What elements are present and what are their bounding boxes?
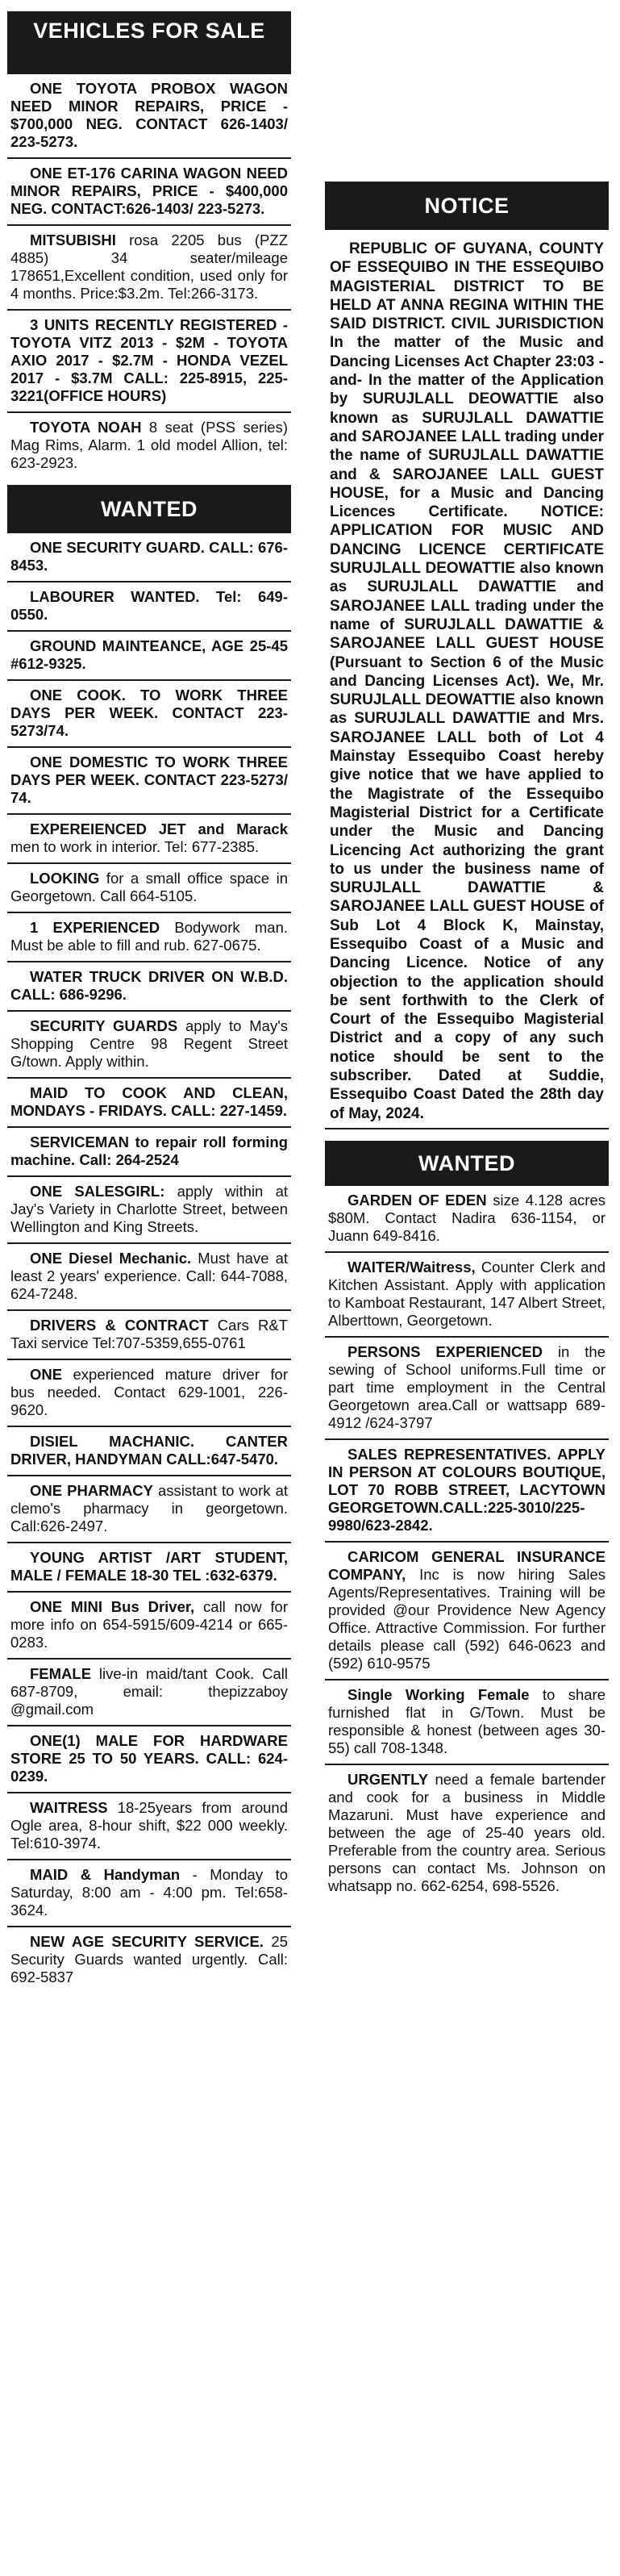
classified-ad bbox=[7, 1360, 291, 1427]
ad-body: ONE ET-176 CARINA WAGON NEED MINOR REPAIRS, PRICE - $400,000 NEG. CONTACT:626-1403/ 223-5273. bbox=[10, 165, 288, 217]
ad-body: Counter Clerk and Kitchen Assistant. Apply with application to Kamboat Restaurant, 147 Albert Street, Alberttown, Georgetown. bbox=[328, 1258, 605, 1329]
ad-title: SALES REPRESENTATIVES. APPLY IN PERSON AT COLOURS BOUTIQUE, LOT 70 ROBB STREET, LACYTOWN GEORGETOWN.CALL:225-3010/225-9980/623-2842. bbox=[328, 1445, 605, 1534]
ad-title: 1 EXPERIENCED bbox=[30, 919, 160, 936]
classified-ad bbox=[7, 815, 291, 864]
ad-title: GARDEN OF EDEN bbox=[347, 1191, 487, 1209]
classified-ad bbox=[325, 1680, 609, 1765]
classified-ad bbox=[7, 1593, 291, 1660]
ad-body: need a female bartender and cook for a business in Middle Mazaruni. Must have experience and between the age of 25-40 years old. Preferable from the country area. Serious persons can contact Ms. Johnson on whatsapp no. 662-6254, 698-5526. bbox=[328, 1770, 605, 1894]
ad-title: EXPEREIENCED JET and Marack bbox=[30, 820, 288, 837]
left-column bbox=[7, 11, 291, 1993]
classified-ad bbox=[7, 1660, 291, 1726]
wanted-header-left: WANTED bbox=[7, 485, 291, 533]
ad-title: GROUND MAINTEANCE, bbox=[30, 637, 206, 654]
classified-ad bbox=[7, 1177, 291, 1244]
ad-body: 18-25years from around Ogle area, 8-hour shift, $22 000 weekly. Tel:610-3974. bbox=[10, 1799, 288, 1852]
classified-ad bbox=[7, 864, 291, 913]
ad-title: ONE SALESGIRL: bbox=[30, 1183, 165, 1200]
vehicles-for-sale-header: VEHICLES FOR SALE bbox=[7, 11, 291, 74]
ad-body: Tel: 649-0550. bbox=[10, 588, 288, 623]
classified-ad bbox=[7, 1311, 291, 1360]
ad-title: LABOURER WANTED. bbox=[30, 588, 200, 605]
ad-body: size 4.128 acres $80M. Contact Nadira 636-1154, or Juann 649-8416. bbox=[328, 1191, 605, 1244]
ad-body: 25 Security Guards wanted urgently. Call: 692-5837 bbox=[10, 1933, 288, 1985]
ad-title: PERSONS EXPERIENCED bbox=[347, 1342, 543, 1360]
ad-body: assistant to work at clemo's pharmacy in georgetown. Call:626-2497. bbox=[10, 1482, 288, 1534]
ad-body: 8 seat (PSS series) Mag Rims, Alarm. 1 old model Allion, tel: 623-2923. bbox=[10, 419, 289, 471]
ad-body: live-in maid/tant Cook. Call 687-8709, email: thepizzaboy @gmail.com bbox=[10, 1665, 288, 1718]
ad-title: ONE(1) MALE FOR HARDWARE STORE 25 TO 50 YEARS. CALL: 624-0239. bbox=[10, 1732, 288, 1785]
classified-ad bbox=[7, 1079, 291, 1128]
classified-ad bbox=[7, 681, 291, 748]
classified-ad bbox=[7, 582, 291, 632]
ad-body: CONTACT 223-5273/74. bbox=[10, 704, 288, 739]
ad-title: WAITER/Waitress, bbox=[347, 1258, 476, 1275]
ad-title: ONE MINI Bus Driver, bbox=[30, 1598, 195, 1615]
wanted-header-right: WANTED bbox=[325, 1141, 609, 1186]
ad-title: WATER TRUCK DRIVER ON W.B.D. CALL: 686-9296. bbox=[10, 968, 288, 1003]
ad-title: ONE COOK. TO WORK THREE DAYS PER WEEK. bbox=[10, 687, 288, 721]
ad-body: CONTACT 223-5273/ 74. bbox=[10, 771, 288, 806]
ad-body: experienced mature driver for bus needed. Contact 629-1001, 226-9620. bbox=[10, 1366, 288, 1418]
ad-body: Must have at least 2 years' experience. Call: 644-7088, 624-7248. bbox=[10, 1250, 288, 1302]
vehicles-ads-list bbox=[7, 74, 291, 478]
ad-title: URGENTLY bbox=[347, 1770, 429, 1788]
ad-body: apply to May's Shopping Centre 98 Regent Street G/town. Apply within. bbox=[10, 1017, 288, 1070]
classified-ad bbox=[7, 1793, 291, 1860]
classified-ad bbox=[7, 1012, 291, 1079]
ad-title: FEMALE bbox=[30, 1665, 92, 1682]
ad-title: MAID & Handyman bbox=[30, 1866, 181, 1883]
ad-title: Single Working Female bbox=[347, 1685, 530, 1703]
ad-body: . CALL: 676-8453. bbox=[10, 539, 288, 574]
ad-body: apply within at Jay's Variety in Charlotte Street, between Wellington and King Streets. bbox=[10, 1183, 289, 1235]
ad-title: MITSUBISHI bbox=[30, 232, 116, 248]
ad-body: CALL: 227-1459. bbox=[166, 1102, 288, 1119]
classified-ad bbox=[7, 1128, 291, 1177]
ad-title: ONE PHARMACY bbox=[30, 1482, 153, 1499]
ad-title: SECURITY GUARDS bbox=[30, 1017, 178, 1034]
classified-ad bbox=[325, 1338, 609, 1440]
classified-ad bbox=[7, 413, 291, 478]
ad-title: WAITRESS bbox=[30, 1799, 108, 1816]
ad-body: call now for more info on 654-5915/609-4214 or 665-0283. bbox=[10, 1598, 288, 1651]
classified-ad bbox=[7, 962, 291, 1012]
classified-ad bbox=[325, 1186, 609, 1253]
ad-body: ONE TOYOTA PROBOX WAGON NEED MINOR REPAIRS, PRICE - $700,000 NEG. CONTACT 626-1403/ 223-5273. bbox=[10, 80, 288, 150]
classified-ad bbox=[7, 748, 291, 815]
ad-body: to share furnished flat in G/Town. Must be responsible & honest (between ages 30-55) call 708-1348. bbox=[328, 1685, 605, 1756]
ad-title: ONE DOMESTIC TO WORK THREE DAYS PER WEEK. bbox=[10, 754, 288, 788]
wanted-left-ads-list bbox=[7, 533, 291, 1993]
ad-body: rosa 2205 bus (PZZ 4885) 34 seater/mileage 178651,Excellent condition, used only for 4 months. Price:$3.2m. Tel:266-3173. bbox=[10, 232, 288, 302]
ad-body: 3 UNITS RECENTLY REGISTERED - TOYOTA VITZ 2013 - $2M - TOYOTA AXIO 2017 - $2.7M - HONDA VEZEL 2017 - $3.7M CALL: 225-8915, 225-3221(OFFICE HOURS) bbox=[10, 316, 288, 404]
notice-body: REPUBLIC OF GUYANA, COUNTY OF ESSEQUIBO IN THE ESSEQUIBO MAGISTERIAL DISTRICT TO BE HELD AT ANNA REGINA WITHIN THE SAID DISTRICT. CIVIL JURISDICTION In the matter of the Music and Dancing Licenses Act Chapter 23:03 -and- In the matter of the Application by SURUJLALL DEOWATTIE also known as SURUJLALL DAWATTIE and SAROJANEE LALL trading under the name of SURUJLALL DAWATTIE and & SAROJANEE LALL GUEST HOUSE, for a Music and Dancing Licences Certificate. NOTICE: APPLICATION FOR MUSIC AND DANCING LICENCE CERTIFICATE SURUJLALL DEOWATTIE also known as SURUJLALL DAWATTIE and SAROJANEE LALL trading under the name of SURUJLALL DAWATTIE & SAROJANEE LALL GUEST HOUSE (Pursuant to Section 6 of the Music and Dancing Licenses Act). We, Mr. SURUJLALL DEOWATTIE also known as SURUJLALL DAWATTIE and Mrs. SAROJANEE LALL both of Lot 4 Mainstay Essequibo Coast hereby give notice that we have applied to the Magistrate of the Essequibo Magisterial District for a Certificate under the Music and Dancing Licencing Act authorizing the grant to us under the business name of SURUJLALL DAWATTIE & SAROJANEE LALL GUEST HOUSE of Sub Lot 4 Block K, Mainstay, Essequibo Coast of a Music and Dancing Licence. Notice of any objection to the application should be sent forthwith to the Clerk of Court of the Essequibo Magisterial District and a copy of any such notice should be sent to the subscriber. Dated at Suddie, Essequibo Coast Dated the 28th day of May, 2024. bbox=[325, 230, 609, 1129]
notice-header: NOTICE bbox=[325, 182, 609, 230]
ad-body: men to work in interior. Tel: 677-2385. bbox=[10, 838, 260, 855]
ad-body: Cars R&T Taxi service Tel:707-5359,655-0761 bbox=[10, 1317, 289, 1351]
classified-ad bbox=[7, 226, 291, 311]
ad-body: in the sewing of School uniforms.Full time or part time employment in the Central Georgetown area.Call or wattsapp 689-4912 /624-3797 bbox=[328, 1342, 605, 1431]
ad-title: YOUNG ARTIST /ART STUDENT, MALE / FEMALE 18-30 TEL :632-6379. bbox=[10, 1549, 288, 1584]
ad-body: - Monday to Saturday, 8:00 am - 4:00 pm. Tel:658-3624. bbox=[10, 1866, 288, 1918]
wanted-right-ads-list bbox=[325, 1186, 609, 1902]
classified-ad bbox=[7, 1860, 291, 1927]
classified-ad bbox=[325, 1440, 609, 1543]
ad-title: MAID TO COOK AND CLEAN, MONDAYS - FRIDAYS. bbox=[10, 1084, 288, 1119]
ad-title: TOYOTA NOAH bbox=[30, 419, 142, 436]
ad-title: CARICOM GENERAL INSURANCE COMPANY, bbox=[328, 1547, 605, 1583]
classified-ad bbox=[7, 533, 291, 582]
ad-title: LOOKING bbox=[30, 870, 100, 887]
classified-ad bbox=[7, 1927, 291, 1993]
ad-title: ONE bbox=[30, 1366, 63, 1383]
classified-ad bbox=[7, 159, 291, 226]
classified-ad bbox=[325, 1765, 609, 1902]
ad-body: for a small office space in Georgetown. Call 664-5105. bbox=[10, 870, 288, 904]
classified-ad bbox=[7, 311, 291, 413]
classified-ad bbox=[7, 632, 291, 681]
ad-title: DISIEL MACHANIC. CANTER DRIVER, HANDYMAN CALL:647-5470. bbox=[10, 1433, 288, 1468]
classified-ad bbox=[7, 74, 291, 159]
classified-ad bbox=[7, 1476, 291, 1543]
ad-title: ONE Diesel Mechanic. bbox=[30, 1250, 192, 1267]
classified-ad bbox=[7, 1427, 291, 1476]
ad-title: ONE SECURITY GUARD bbox=[30, 539, 201, 556]
ad-title: DRIVERS & CONTRACT bbox=[30, 1317, 209, 1334]
classified-ad bbox=[7, 913, 291, 962]
ad-title: NEW AGE SECURITY SERVICE. bbox=[30, 1933, 264, 1950]
classified-ad bbox=[325, 1543, 609, 1680]
classified-ad bbox=[7, 1244, 291, 1311]
ad-body: Bodywork man. Must be able to fill and rub. 627-0675. bbox=[10, 919, 288, 954]
ad-body: AGE 25-45 #612-9325. bbox=[10, 637, 288, 672]
right-column bbox=[325, 182, 609, 1902]
classified-ad bbox=[7, 1726, 291, 1793]
classified-ad bbox=[325, 1253, 609, 1338]
classified-ad bbox=[7, 1543, 291, 1593]
ad-title: SERVICEMAN to repair roll forming machine. Call: 264-2524 bbox=[10, 1134, 288, 1168]
ad-body: Inc is now hiring Sales Agents/Representatives. Training will be provided @our Providence New Agency Office. Attractive Commission. For further details please call (592) 646-0623 and (592) 610-9575 bbox=[328, 1565, 605, 1672]
